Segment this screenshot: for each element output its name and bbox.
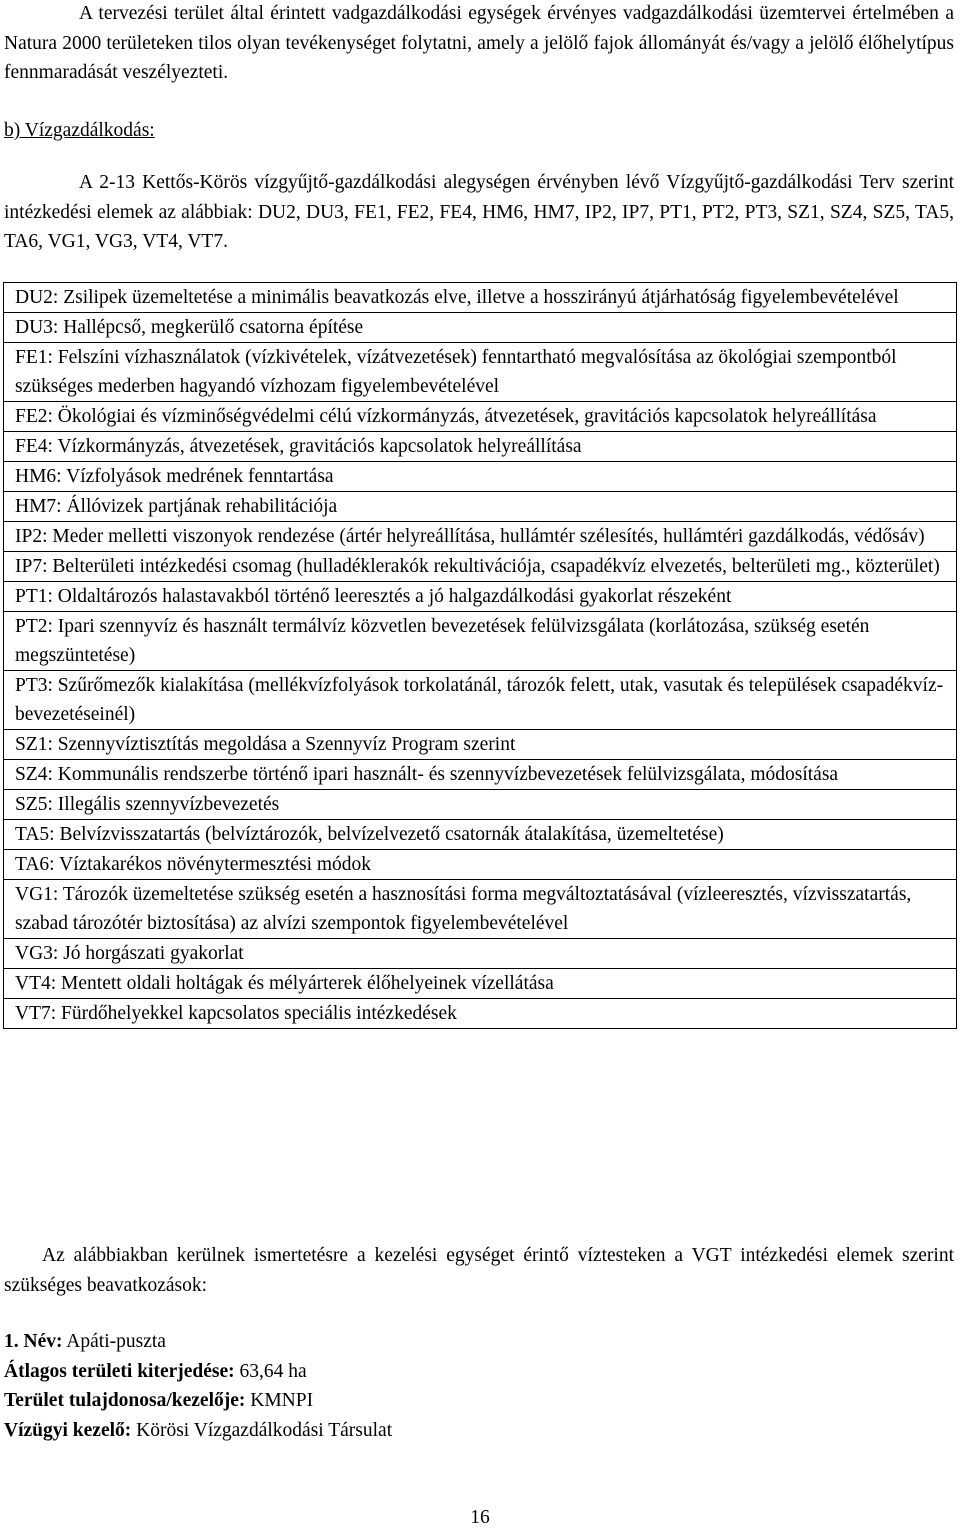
site-area-value: 63,64 ha — [239, 1360, 307, 1382]
measure-ta6: TA6: Víztakarékos növénytermesztési módok — [4, 850, 957, 880]
measure-hm7: HM7: Állóvizek partjának rehabilitációja — [4, 492, 957, 522]
table-row — [4, 612, 957, 671]
measure-du3: DU3: Hallépcső, megkerülő csatorna építése — [4, 313, 957, 343]
summary-paragraph — [4, 1241, 954, 1300]
measure-vt4: VT4: Mentett oldali holtágak és mélyárterek élőhelyeinek vízellátása — [4, 969, 957, 999]
table-row — [4, 850, 957, 880]
measure-fe1: FE1: Felszíni vízhasználatok (vízkivételek, vízátvezetések) fenntartható megvalósítása az ökológiai szempontból szükséges mederben hagyandó vízhozam figyelembevételével — [4, 343, 957, 402]
site-owner-row — [4, 1386, 392, 1416]
intro-paragraph — [4, 0, 954, 88]
table-row — [4, 730, 957, 760]
measures-table — [3, 282, 957, 1029]
table-row — [4, 432, 957, 462]
measure-sz1: SZ1: Szennyvíztisztítás megoldása a Szennyvíz Program szerint — [4, 730, 957, 760]
site-details — [4, 1327, 392, 1445]
table-row — [4, 880, 957, 939]
measure-ip7: IP7: Belterületi intézkedési csomag (hulladéklerakók rekultivációja, csapadékvíz elvezetés, belterületi mg., közterület) — [4, 552, 957, 582]
measure-pt2: PT2: Ipari szennyvíz és használt termálvíz közvetlen bevezetések felülvizsgálata (korlátozása, szükség esetén megszüntetése) — [4, 612, 957, 671]
summary-text: Az alábbiakban kerülnek ismertetésre a kezelési egységet érintő víztesteken a VGT intézkedési elemek szerint szükséges beavatkozások: — [4, 1245, 954, 1296]
measure-ta5: TA5: Belvízvisszatartás (belvíztározók, belvízelvezető csatornák átalakítása, üzemeltetése) — [4, 820, 957, 850]
table-row — [4, 552, 957, 582]
measure-fe2: FE2: Ökológiai és vízminőségvédelmi célú vízkormányzás, átvezetések, gravitációs kapcsolatok helyreállítása — [4, 402, 957, 432]
table-row — [4, 492, 957, 522]
site-name-label: 1. Név: — [4, 1331, 63, 1352]
site-area-label: Átlagos területi kiterjedése: — [4, 1360, 235, 1382]
table-row — [4, 313, 957, 343]
measure-pt1: PT1: Oldaltározós halastavakból történő leeresztés a jó halgazdálkodási gyakorlat részeként — [4, 582, 957, 612]
table-row — [4, 402, 957, 432]
table-row — [4, 671, 957, 730]
site-area-row — [4, 1357, 392, 1387]
measures-intro-text: A 2-13 Kettős-Körös vízgyűjtő-gazdálkodási alegységen érvényben lévő Vízgyűjtő-gazdálkodási Terv szerint intézkedési elemek az alábbiak: DU2, DU3, FE1, FE2, FE4, HM6, HM7, IP2, IP7, PT1, PT2, PT3, SZ1, SZ4, SZ5, TA5, TA6, VG1, VG3, VT4, VT7. — [4, 172, 954, 252]
table-row — [4, 969, 957, 999]
measure-hm6: HM6: Vízfolyások medrének fenntartása — [4, 462, 957, 492]
intro-text: A tervezési terület által érintett vadgazdálkodási egységek érvényes vadgazdálkodási üzemtervei értelmében a Natura 2000 területeken tilos olyan tevékenységet folytatni, amely a jelölő fajok állományát és/vagy a jelölő élőhelytípus fennmaradását veszélyezteti. — [4, 3, 954, 83]
site-name-value: Apáti-puszta — [66, 1331, 166, 1352]
measure-fe4: FE4: Vízkormányzás, átvezetések, gravitációs kapcsolatok helyreállítása — [4, 432, 957, 462]
site-manager-label: Vízügyi kezelő: — [4, 1419, 132, 1441]
table-row — [4, 462, 957, 492]
table-row — [4, 939, 957, 969]
table-row — [4, 790, 957, 820]
table-row — [4, 343, 957, 402]
site-owner-label: Terület tulajdonosa/kezelője: — [4, 1390, 246, 1411]
site-manager-row — [4, 1416, 392, 1446]
measure-sz4: SZ4: Kommunális rendszerbe történő ipari használt- és szennyvízbevezetések felülvizsgálata, módosítása — [4, 760, 957, 790]
site-name-row — [4, 1327, 392, 1357]
site-manager-value: Körösi Vízgazdálkodási Társulat — [136, 1419, 393, 1441]
table-row — [4, 820, 957, 850]
table-row — [4, 522, 957, 552]
measure-vg1: VG1: Tározók üzemeltetése szükség esetén a hasznosítási forma megváltoztatásával (vízleeresztés, vízvisszatartás, szabad tározótér biztosítása) az alvízi szempontok figyelembevételével — [4, 880, 957, 939]
measures-intro-paragraph — [4, 168, 954, 257]
measure-vg3: VG3: Jó horgászati gyakorlat — [4, 939, 957, 969]
site-owner-value: KMNPI — [250, 1390, 314, 1411]
measure-sz5: SZ5: Illegális szennyvízbevezetés — [4, 790, 957, 820]
table-row — [4, 283, 957, 313]
section-b-heading: b) Vízgazdálkodás: — [4, 120, 155, 141]
page-number: 16 — [470, 1507, 490, 1528]
table-row — [4, 582, 957, 612]
table-row — [4, 999, 957, 1029]
table-row — [4, 760, 957, 790]
measure-vt7: VT7: Fürdőhelyekkel kapcsolatos speciális intézkedések — [4, 999, 957, 1029]
measure-pt3: PT3: Szűrőmezők kialakítása (mellékvízfolyások torkolatánál, tározók felett, utak, vasutak és települések csapadékvíz-bevezetéseinél) — [4, 671, 957, 730]
measure-du2: DU2: Zsilipek üzemeltetése a minimális beavatkozás elve, illetve a hosszirányú átjárhatóság figyelembevételével — [4, 283, 957, 313]
measure-ip2: IP2: Meder melletti viszonyok rendezése (ártér helyreállítása, hullámtér szélesítés, hullámtéri gazdálkodás, védősáv) — [4, 522, 957, 552]
